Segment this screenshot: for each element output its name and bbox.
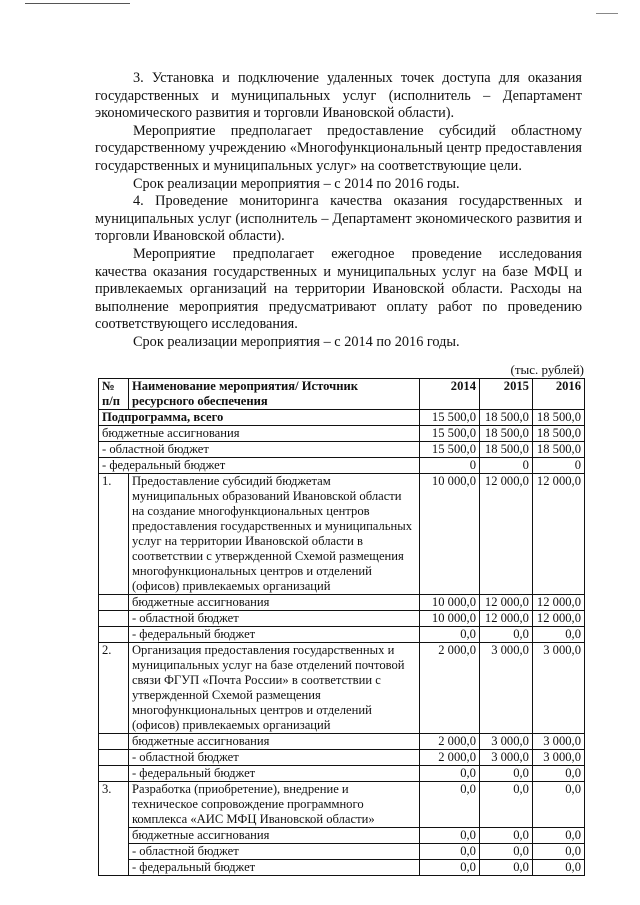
table-row-source	[99, 844, 585, 860]
source-value: 2 000,0	[420, 750, 480, 766]
row-value: 0	[479, 458, 532, 474]
source-value: 3 000,0	[532, 734, 584, 750]
table-header-row	[99, 379, 585, 410]
empty-num-cell	[99, 750, 129, 766]
item-value: 0,0	[532, 782, 584, 828]
source-value: 0,0	[420, 860, 480, 876]
row-value: 18 500,0	[532, 426, 584, 442]
row-value: 15 500,0	[420, 426, 480, 442]
row-value: 0	[532, 458, 584, 474]
item-value: 3 000,0	[532, 643, 584, 734]
source-value: 0,0	[532, 860, 584, 876]
source-value: 3 000,0	[479, 750, 532, 766]
scan-artifact-line	[596, 13, 618, 14]
row-value: 15 500,0	[420, 410, 480, 426]
empty-num-cell	[99, 766, 129, 782]
item-value: 0,0	[479, 782, 532, 828]
paragraph: 3. Установка и подключение удаленных точек доступа для оказания государственных и муниципальных услуг (исполнитель – Департамент экономического развития и торговли Ивановской области).	[95, 70, 582, 122]
units-label: (тыс. рублей)	[510, 362, 584, 377]
source-value: 0,0	[532, 766, 584, 782]
row-label: Подпрограмма, всего	[99, 410, 420, 426]
source-value: 10 000,0	[420, 595, 480, 611]
row-label: бюджетные ассигнования	[99, 426, 420, 442]
row-value: 18 500,0	[532, 442, 584, 458]
source-label: - областной бюджет	[128, 611, 419, 627]
source-value: 0,0	[532, 844, 584, 860]
source-label: - федеральный бюджет	[128, 627, 419, 643]
paragraph: Мероприятие предполагает ежегодное проведение исследования качества оказания государственных и муниципальных услуг на базе МФЦ и привлекаемых организаций на территории Ивановской области. Расходы на выполнение мероприятия предусматривают оплату работ по проведению соответствующего исследования.	[95, 245, 582, 333]
table-row-total	[99, 426, 585, 442]
item-value: 10 000,0	[420, 474, 480, 595]
source-value: 10 000,0	[420, 611, 480, 627]
source-value: 0,0	[532, 828, 584, 844]
body-text	[95, 70, 582, 352]
source-value: 12 000,0	[479, 595, 532, 611]
table-row-item	[99, 643, 585, 734]
source-label: - федеральный бюджет	[128, 766, 419, 782]
row-value: 15 500,0	[420, 442, 480, 458]
source-value: 3 000,0	[532, 750, 584, 766]
table-row-source	[99, 828, 585, 844]
row-value: 18 500,0	[479, 426, 532, 442]
table-row-source	[99, 734, 585, 750]
paragraph: 4. Проведение мониторинга качества оказания государственных и муниципальных услуг (исполнитель – Департамент экономического развития и торговли Ивановской области).	[95, 193, 582, 245]
table-row-source	[99, 766, 585, 782]
source-value: 0,0	[479, 627, 532, 643]
row-value: 18 500,0	[479, 442, 532, 458]
budget-table	[98, 378, 585, 876]
source-value: 12 000,0	[532, 595, 584, 611]
item-value: 3 000,0	[479, 643, 532, 734]
source-value: 0,0	[479, 766, 532, 782]
item-title: Разработка (приобретение), внедрение и техническое сопровождение программного комплекса «АИС МФЦ Ивановской области»	[128, 782, 419, 828]
item-number: 2.	[99, 643, 129, 734]
header-year: 2014	[420, 379, 480, 410]
row-value: 18 500,0	[532, 410, 584, 426]
source-label: - федеральный бюджет	[128, 860, 419, 876]
table-row-source	[99, 627, 585, 643]
item-value: 0,0	[420, 782, 480, 828]
table-row-source	[99, 611, 585, 627]
source-label: бюджетные ассигнования	[128, 734, 419, 750]
source-value: 0,0	[420, 627, 480, 643]
row-label: - федеральный бюджет	[99, 458, 420, 474]
source-value: 0,0	[479, 860, 532, 876]
paragraph: Срок реализации мероприятия – с 2014 по 2016 годы.	[133, 333, 460, 350]
table-row-source	[99, 595, 585, 611]
row-label: - областной бюджет	[99, 442, 420, 458]
source-value: 3 000,0	[479, 734, 532, 750]
source-value: 12 000,0	[532, 611, 584, 627]
table-row-total	[99, 458, 585, 474]
table-row-source	[99, 750, 585, 766]
source-label: бюджетные ассигнования	[128, 595, 419, 611]
source-value: 2 000,0	[420, 734, 480, 750]
item-value: 12 000,0	[532, 474, 584, 595]
empty-num-cell	[99, 734, 129, 750]
paragraph: Мероприятие предполагает предоставление субсидий областному государственному учреждению «Многофункциональный центр предоставления государственных и муниципальных услуг» на соответствующие цели.	[95, 122, 582, 174]
empty-num-cell	[99, 627, 129, 643]
scan-artifact-line	[25, 3, 130, 4]
source-value: 12 000,0	[479, 611, 532, 627]
item-value: 12 000,0	[479, 474, 532, 595]
source-value: 0,0	[479, 844, 532, 860]
source-label: - областной бюджет	[128, 750, 419, 766]
source-label: - областной бюджет	[128, 844, 419, 860]
item-title: Предоставление субсидий бюджетам муниципальных образований Ивановской области на создание многофункциональных центров предоставления государственных и муниципальных услуг на территории Ивановской области в соответствии с утвержденной Схемой размещения многофункциональных центров и отделений (офисов) привлекаемых организаций	[128, 474, 419, 595]
empty-num-cell	[99, 611, 129, 627]
row-value: 18 500,0	[479, 410, 532, 426]
empty-num-cell	[99, 595, 129, 611]
header-name: Наименование мероприятия/ Источник ресурсного обеспечения	[128, 379, 419, 410]
source-value: 0,0	[420, 766, 480, 782]
source-label: бюджетные ассигнования	[128, 828, 419, 844]
header-year: 2015	[479, 379, 532, 410]
table-row-source	[99, 860, 585, 876]
header-num: № п/п	[99, 379, 129, 410]
item-title: Организация предоставления государственных и муниципальных услуг на базе отделений почтовой связи ФГУП «Почта России» в соответствии с утвержденной Схемой размещения многофункциональных центров и отделений (офисов) привлекаемых организаций	[128, 643, 419, 734]
source-value: 0,0	[479, 828, 532, 844]
source-value: 0,0	[420, 844, 480, 860]
header-year: 2016	[532, 379, 584, 410]
table-row-total	[99, 442, 585, 458]
paragraph: Срок реализации мероприятия – с 2014 по 2016 годы.	[133, 175, 460, 192]
item-number: 3.	[99, 782, 129, 876]
table-row-item	[99, 782, 585, 828]
item-value: 2 000,0	[420, 643, 480, 734]
row-value: 0	[420, 458, 480, 474]
table-row-item	[99, 474, 585, 595]
source-value: 0,0	[532, 627, 584, 643]
item-number: 1.	[99, 474, 129, 595]
table-row-total	[99, 410, 585, 426]
source-value: 0,0	[420, 828, 480, 844]
